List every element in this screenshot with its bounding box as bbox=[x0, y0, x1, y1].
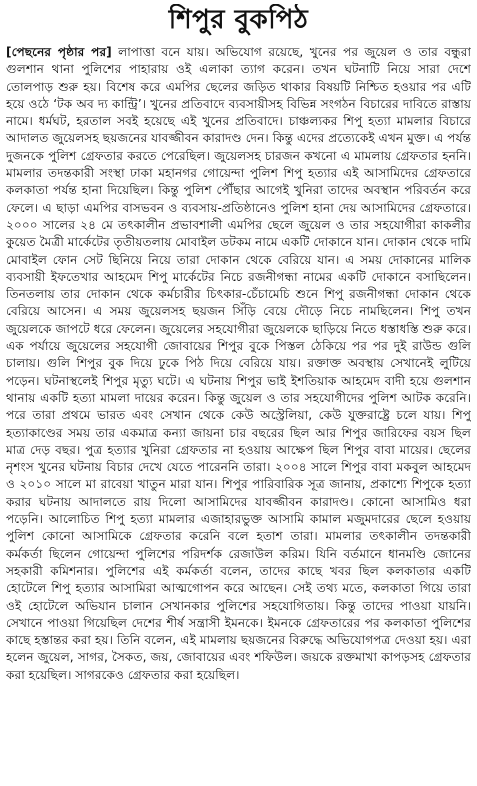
article-body-text: লাপাত্তা বনে যায়। অভিযোগ রয়েছে, খুনের পর জুয়েল ও তার বন্ধুরা গুলশান থানা পুলিশের পাহারায় ওই এলাকা ত্যাগ করেন। তখন ঘটনাটি নিয়ে সারা দেশে তোলপাড় শুরু হয়। বিশেষ করে এমপির ছেলের জড়িত থাকার বিষয়টি নিশ্চিত হওয়ার পর এটি হয়ে ওঠে ‘টক অব দ্য কান্ট্রি’। খুনের প্রতিবাদে ব্যবসায়ীসহ বিভিন্ন সংগঠন বিচারের দাবিতে রাস্তায় নামে। ধর্মঘট, হরতাল সবই হয়েছে এই খুনের প্রতিবাদে। চাঞ্চল্যকর শিপু হত্যা মামলার বিচারে আদালত জুয়েলসহ ছয়জনের যাবজ্জীবন কারাদণ্ড দেন। কিন্তু এদের প্রত্যেকেই এখন মুক্ত। এ পর্যন্ত দুজনকে পুলিশ গ্রেফতার করতে পেরেছিল। জুয়েলসহ চারজন কখনো এ মামলায় গ্রেফতার হননি। মামলার তদন্তকারী সংস্থা ঢাকা মহানগর গোয়েন্দা পুলিশ শিপু হত্যার এই আসামিদের গ্রেফতারে কলকাতা পর্যন্ত হানা দিয়েছিল। কিন্তু পুলিশ পৌঁছার আগেই খুনিরা তাদের অবস্থান পরিবর্তন করে ফেলে। এ ছাড়া এমপির বাসভবন ও ব্যবসায়-প্রতিষ্ঠানেও পুলিশ হানা দেয় আসামিদের গ্রেফতারে। ২০০০ সালের ২৪ মে তৎকালীন প্রভাবশালী এমপির ছেলে জুয়েল ও তার সহযোগীরা কাকলীর কুয়েত মৈত্রী মার্কেটের তৃতীয়তলায় মোবাইল ডটকম নামে একটি দোকানে যান। দোকান থেকে দামি মোবাইল ফোন সেট ছিনিয়ে নিয়ে তারা দোকান থেকে বেরিয়ে যান। এ সময় দোকানের মালিক ব্যবসায়ী ইফতেখার আহমেদ শিপু মার্কেটের নিচে রজনীগন্ধা নামের একটি দোকানে বসাছিলেন। তিনতলায় তার দোকান থেকে কর্মচারীর চিৎকার-চেঁচামেচি শুনে শিপু রজনীগন্ধা দোকান থেকে বেরিয়ে আসেন। এ সময় জুয়েলসহ ছয়জন সিঁড়ি বেয়ে দৌড়ে নিচে নামছিলেন। শিপু তখন জুয়েলকে জাপটে ধরে ফেলেন। জুয়েলের সহযোগীরা জুয়েলকে ছাড়িয়ে নিতে ধস্তাধস্তি শুরু করে। এক পর্যায়ে জুয়েলের সহযোগী জোবায়ের শিপুর বুকে পিস্তল ঠেকিয়ে পর পর দুই রাউন্ড গুলি চালায়। গুলি শিপুর বুক দিয়ে ঢুকে পিঠ দিয়ে বেরিয়ে যায়। রক্তাক্ত অবস্থায় সেখানেই লুটিয়ে পড়েন। ঘটনাস্থলেই শিপুর মৃত্যু ঘটে। এ ঘটনায় শিপুর ভাই ইশতিয়াক আহমেদ বাদী হয়ে গুলশান থানায় একটি হত্যা মামলা দায়ের করেন। কিন্তু জুয়েল ও তার সহযোগীদের পুলিশ আটক করেনি। পরে তারা প্রথমে ভারত এবং সেখান থেকে কেউ অস্ট্রেলিয়া, কেউ যুক্তরাষ্ট্রে চলে যায়। শিপু হত্যাকাণ্ডের সময় তার একমাত্র কন্যা জায়না চার বছরের ছিল আর শিপুর জারিফের বয়স ছিল মাত্র দেড় বছর। পুত্র হত্যার খুনিরা গ্রেফতার না হওয়ায় আক্ষেপ ছিল শিপুর বাবা মায়ের। ছেলের নৃশংস খুনের ঘটনায় বিচার দেখে যেতে পারেননি তারা। ২০০৪ সালে শিপুর বাবা মকবুল আহমেদ ও ২০১০ সালে মা রাবেয়া খাতুন মারা যান। শিপুর পারিবারিক সূত্র জানায়, প্রকাশ্যে শিপুকে হত্যা করার ঘটনায় আদালতে রায় দিলো আসামিদের যাবজ্জীবন কারাদণ্ড। কোনো আসামিও ধরা পড়েনি। আলোচিত শিপু হত্যা মামলার এজাহারভুক্ত আসামি কামাল মজুমদারের ছেলে হওয়ায় পুলিশ কোনো আসামিকে গ্রেফতার করেনি বলে হতাশ তারা। মামলার তৎকালীন তদন্তকারী কর্মকর্তা ছিলেন গোয়েন্দা পুলিশের পরিদর্শক রেজাউল করিম। যিনি বর্তমানে ধানমণ্ডি জোনের সহকারী কমিশনার। পুলিশের এই কর্মকর্তা বলেন, তাদের কাছে খবর ছিল কলকাতার একটি হোটেলে শিপু হত্যার আসামিরা আত্মগোপন করে আছেন। সেই তথ্য মতে, কলকাতা গিয়ে তারা ওই হোটেলে অভিযান চালান সেখানকার পুলিশের সহযোগিতায়। কিন্তু তাদের পাওয়া যায়নি। সেখানে পাওয়া গিয়েছিল দেশের শীর্ষ সন্ত্রাসী ইমনকে। ইমনকে গ্রেফতারের পর কলকাতা পুলিশের কাছে হস্তান্তর করা হয়। তিনি বলেন, এই মামলায় ছয়জনের বিরুদ্ধে অভিযোগপত্র দেওয়া হয়। এরা হলেন জুয়েল, সাগর, সৈকত, জয়, জোবায়ের এবং শফিউল। জয়কে রক্তমাখা কাপড়সহ গ্রেফতার করা হয়েছিল। সাগরকেও গ্রেফতার করা হয়েছিল। bbox=[6, 45, 471, 682]
news-article bbox=[6, 4, 471, 782]
continued-from-back-page-tag: [পেছনের পৃষ্ঠার পর] bbox=[6, 45, 112, 59]
article-body bbox=[6, 44, 471, 684]
article-headline: শিপুর বুকপিঠ bbox=[168, 5, 309, 35]
